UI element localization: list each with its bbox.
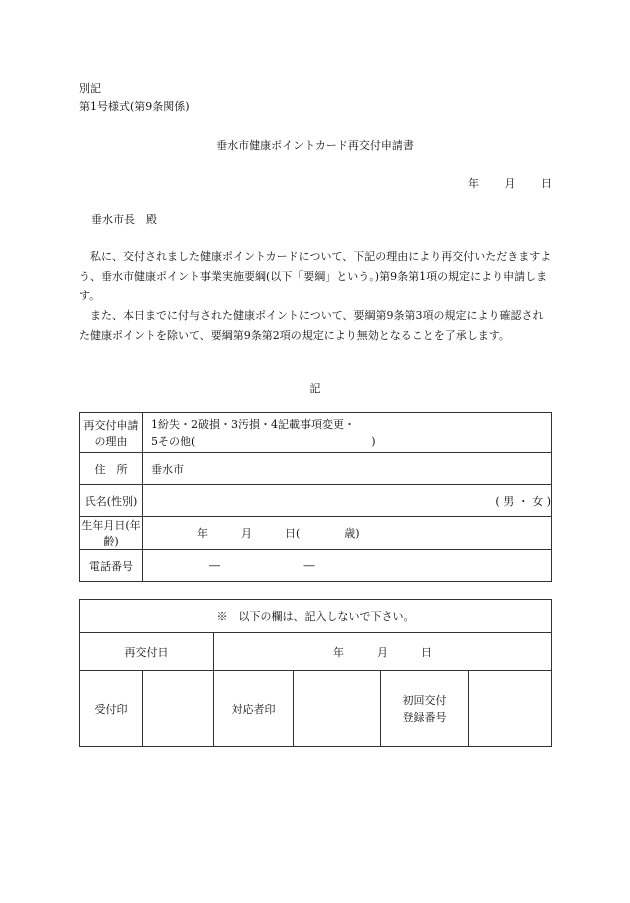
table-row (80, 550, 552, 582)
table-row (80, 517, 552, 550)
initial-registration-line1: 初回交付 (402, 693, 447, 707)
dob-label: 生年月日(年齢) (80, 517, 143, 550)
phone-label: 電話番号 (80, 550, 143, 582)
phone-field[interactable] (143, 550, 552, 582)
dob-value: 年 月 日( 歳) (197, 527, 360, 540)
table-row (80, 485, 552, 517)
table-row (80, 413, 552, 453)
ki-heading: 記 (309, 382, 321, 395)
office-use-table (79, 599, 552, 747)
receipt-stamp-box[interactable] (143, 671, 214, 747)
date-day: 日 (541, 177, 552, 190)
table-row (80, 671, 552, 747)
handler-stamp-box[interactable] (294, 671, 381, 747)
address-label: 住 所 (80, 453, 143, 485)
office-use-notice: ※ 以下の欄は、記入しないで下さい。 (80, 600, 552, 633)
address-field[interactable]: 垂水市 (143, 453, 552, 485)
reissue-date-label: 再交付日 (80, 633, 214, 671)
body-paragraph-2: また、本日までに付与された健康ポイントについて、要綱第9条第3項の規定により確認された健康ポイントを除いて、要綱第9条第2項の規定により無効となることを了承します。 (79, 309, 544, 342)
initial-registration-label (381, 671, 469, 747)
date-line (446, 175, 552, 191)
receipt-stamp-label: 受付印 (80, 671, 143, 747)
form-number: 第1号様式(第9条関係) (79, 100, 190, 113)
gender-options: ( 男 ・ 女 ) (495, 494, 551, 508)
reason-field[interactable] (143, 413, 552, 453)
reason-options-line1: 1紛失・2破損・3汚損・4記載事項変更・ (151, 417, 355, 431)
handler-stamp-label: 対応者印 (214, 671, 294, 747)
initial-registration-box[interactable] (469, 671, 552, 747)
dob-field[interactable] (143, 517, 552, 550)
phone-dash-2: ― (303, 559, 315, 572)
reason-label: 再交付申請の理由 (80, 413, 143, 453)
reason-options-line2: 5その他( ) (151, 434, 376, 448)
phone-dash-1: ― (209, 559, 220, 572)
reissue-date-field[interactable] (214, 633, 552, 671)
name-label: 氏名(性別) (80, 485, 143, 517)
table-row (80, 600, 552, 633)
appendix-label: 別記 (79, 82, 101, 95)
document-title: 垂水市健康ポイントカード再交付申請書 (216, 139, 414, 152)
table-row (80, 633, 552, 671)
addressee: 垂水市長 殿 (91, 213, 157, 226)
date-year: 年 (468, 177, 479, 190)
date-month: 月 (504, 177, 516, 190)
reissue-date-value: 年 月 日 (333, 645, 432, 659)
initial-registration-line2: 登録番号 (402, 710, 447, 724)
body-paragraph-1: 私に、交付されました健康ポイントカードについて、下記の理由により再交付いただきますよう、垂水市健康ポイント事業実施要綱(以下「要綱」という。)第9条第1項の規定により申請します。 (79, 250, 552, 302)
table-row (80, 453, 552, 485)
application-table (79, 412, 552, 582)
name-field[interactable] (143, 485, 552, 517)
